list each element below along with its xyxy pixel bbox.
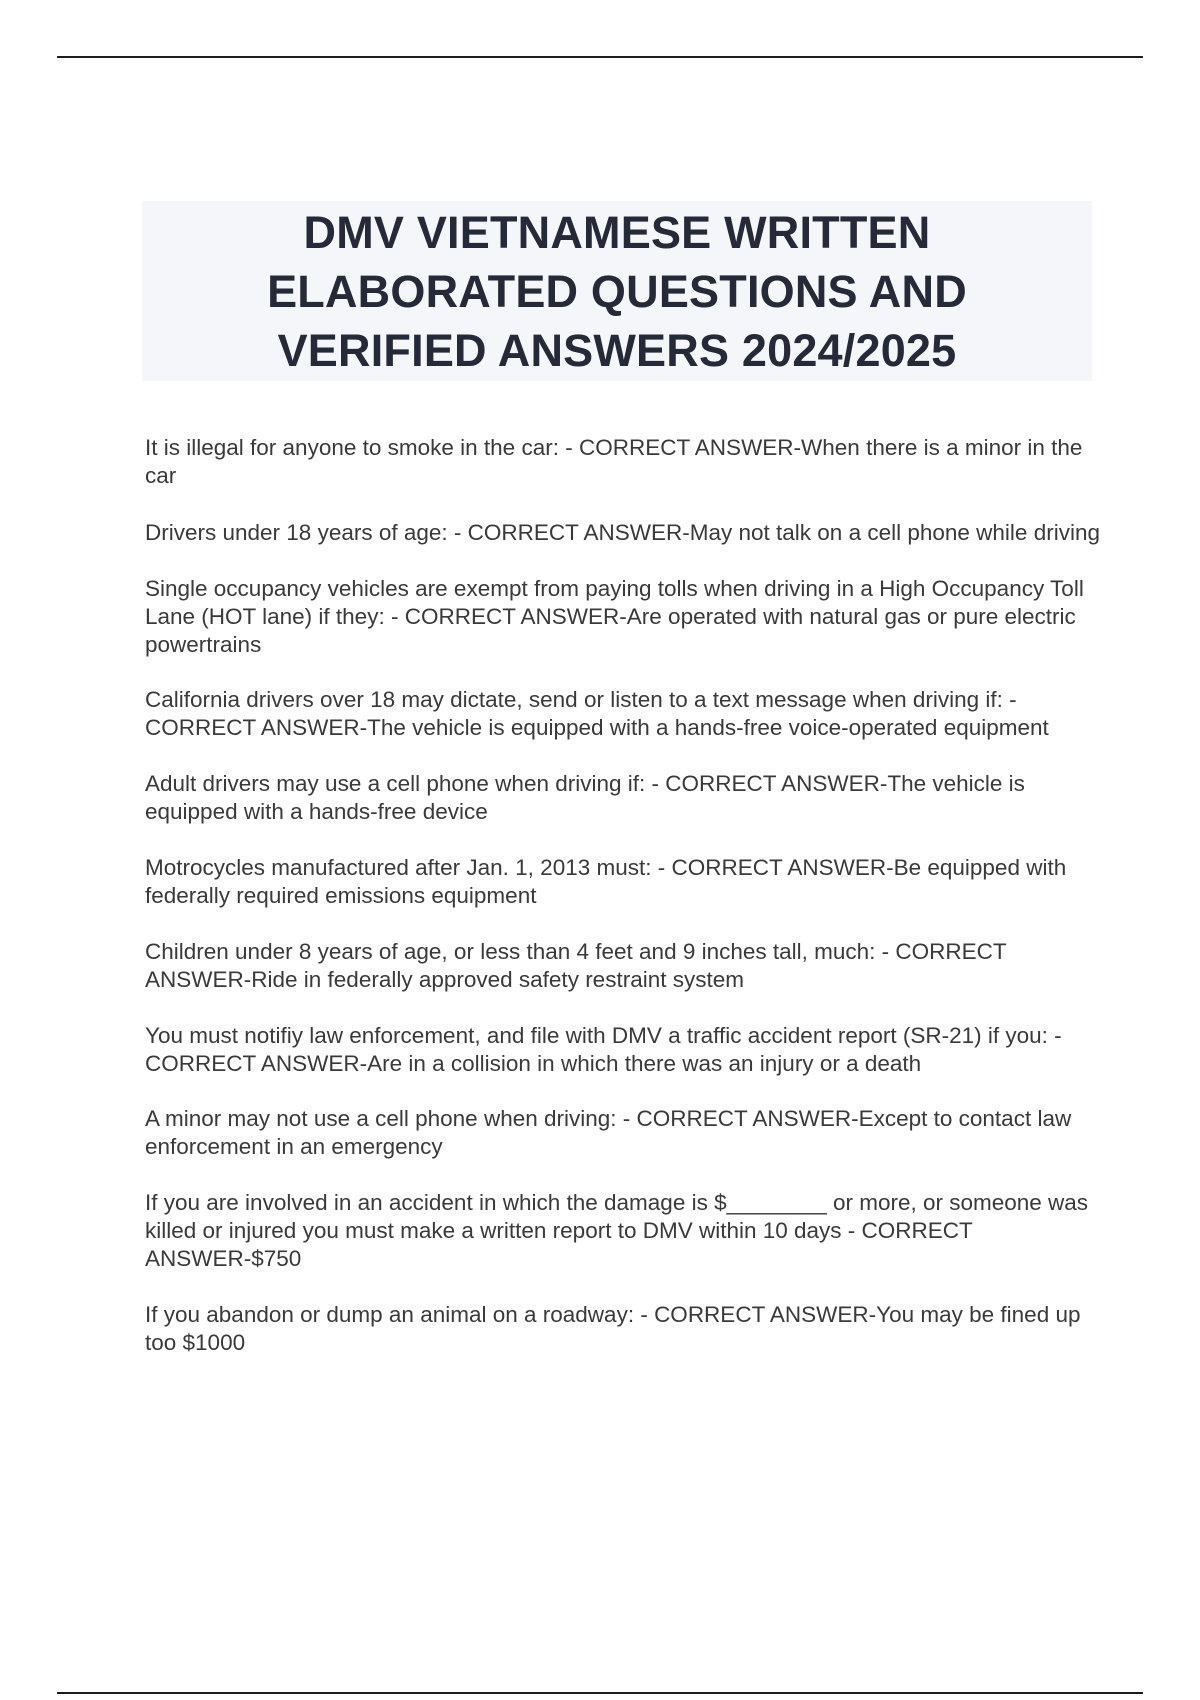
qa-item: Children under 8 years of age, or less than 4 feet and 9 inches tall, much: - CORRECT ANSWER-Ride in federally approved safety restraint system [145, 939, 1007, 992]
qa-item: California drivers over 18 may dictate, send or listen to a text message when driving if: - CORRECT ANSWER-The vehicle is equipped with a hands-free voice-operated equipment [145, 687, 1049, 740]
qa-item: Adult drivers may use a cell phone when driving if: - CORRECT ANSWER-The vehicle is equipped with a hands-free device [145, 771, 1025, 824]
qa-item: Motrocycles manufactured after Jan. 1, 2013 must: - CORRECT ANSWER-Be equipped with federally required emissions equipment [145, 855, 1067, 908]
qa-item: Single occupancy vehicles are exempt from paying tolls when driving in a High Occupancy Toll Lane (HOT lane) if they: - CORRECT ANSWER-Are operated with natural gas or pure electric powertrains [145, 576, 1084, 657]
qa-item: It is illegal for anyone to smoke in the car: - CORRECT ANSWER-When there is a minor in the car [145, 435, 1083, 488]
qa-item: A minor may not use a cell phone when driving: - CORRECT ANSWER-Except to contact law enforcement in an emergency [145, 1106, 1072, 1159]
title-line-3: VERIFIED ANSWERS 2024/2025 [277, 324, 957, 376]
title-line-2: ELABORATED QUESTIONS AND [267, 265, 967, 317]
bottom-rule [57, 1692, 1143, 1694]
qa-item: If you are involved in an accident in which the damage is $________ or more, or someone was killed or injured you must make a written report to DMV within 10 days - CORRECT ANSWER-$750 [145, 1190, 1089, 1271]
document-title [267, 203, 967, 380]
top-rule [57, 56, 1143, 58]
qa-item: If you abandon or dump an animal on a roadway: - CORRECT ANSWER-You may be fined up too $1000 [145, 1302, 1081, 1355]
qa-item: Drivers under 18 years of age: - CORRECT ANSWER-May not talk on a cell phone while driving [145, 520, 1100, 545]
title-line-1: DMV VIETNAMESE WRITTEN [303, 206, 931, 258]
qa-list [145, 434, 1100, 1385]
qa-item: You must notifiy law enforcement, and file with DMV a traffic accident report (SR-21) if you: - CORRECT ANSWER-Are in a collision in which there was an injury or a death [145, 1023, 1062, 1076]
title-box [142, 201, 1092, 381]
